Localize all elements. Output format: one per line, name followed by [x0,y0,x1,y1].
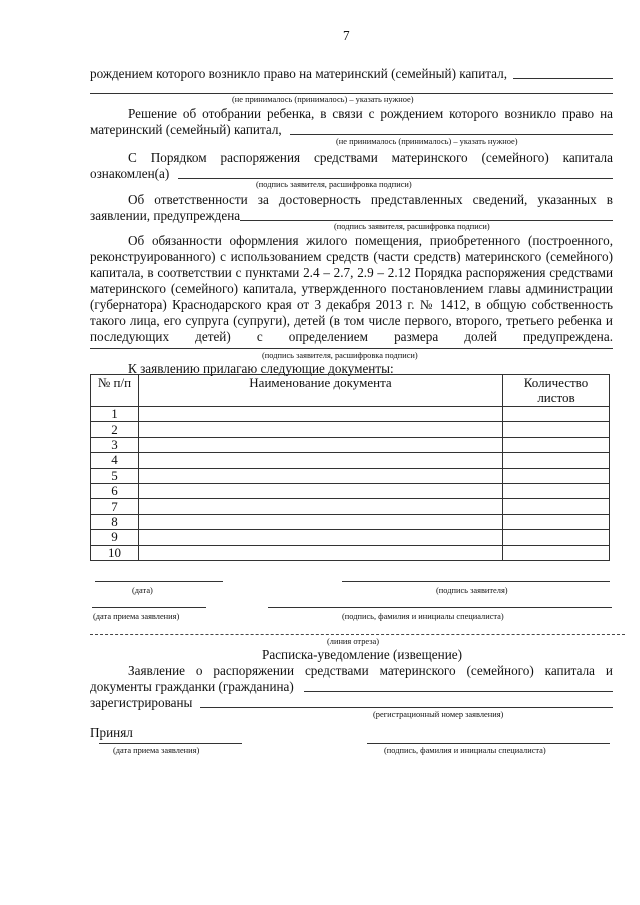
row-number: 3 [91,437,139,452]
table-row [91,530,610,545]
obligation-line-6: такого лица, его супруга (супруги), детей (в том числе первого, второго, третьего ребенка и [90,313,613,328]
table-row [91,499,610,514]
sheet-count-cell[interactable] [503,407,610,422]
sheet-count-cell[interactable] [503,530,610,545]
procedure-line-1: С Порядком распоряжения средствами материнского (семейного) капитала [128,150,613,165]
responsibility-line-1: Об ответственности за достоверность представленных сведений, указанных в [128,192,613,207]
table-row [91,407,610,422]
obligation-line-1: Об обязанности оформления жилого помещения, приобретенного (построенного, [128,233,613,248]
documents-intro: К заявлению прилагаю следующие документы: [128,361,394,376]
removal-note: (не принималось (принималось) – указать нужное) [336,137,518,146]
table-row [91,468,610,483]
obligation-note: (подпись заявителя, расшифровка подписи) [262,351,418,360]
document-name-cell[interactable] [139,545,503,560]
document-name-cell[interactable] [139,530,503,545]
specialist-signature-label: (подпись, фамилия и инициалы специалиста) [342,612,504,621]
citizen-name-line[interactable] [304,691,613,692]
obligation-line-7: последующих детей) с определением размера долей предупреждена. [90,329,613,344]
sheet-count-cell[interactable] [503,483,610,498]
obligation-line-5: (губернатора) Краснодарского края от 3 декабря 2013 г. № 1412, в общую собственность [90,297,613,312]
cut-line-label: (линия отреза) [327,637,380,646]
responsibility-note: (подпись заявителя, расшифровка подписи) [334,222,490,231]
row-number: 2 [91,422,139,437]
document-name-cell[interactable] [139,422,503,437]
capital-line-1: рождением которого возникло право на материнский (семейный) капитал, [90,66,508,81]
sheet-count-cell[interactable] [503,514,610,529]
date-label: (дата) [132,586,153,595]
receipt-line-2: документы гражданки (гражданина) [90,679,294,694]
obligation-line-4: материнского (семейного) капитала, утвержденного постановлением главы администрации [90,281,613,296]
receipt-title: Расписка-уведомление (извещение) [262,647,463,662]
specialist-signature-line[interactable] [268,607,612,608]
header-number: № п/п [91,375,139,407]
row-number: 7 [91,499,139,514]
accepted-label: Принял [90,725,133,740]
procedure-note: (подпись заявителя, расшифровка подписи) [256,180,412,189]
capital-fill-line-2[interactable] [90,93,613,94]
row-number: 9 [91,530,139,545]
removal-line-1: Решение об отобрании ребенка, в связи с рождением которого возникло право на [128,106,613,121]
date-line[interactable] [95,581,223,582]
capital-note: (не принималось (принималось) – указать нужное) [232,95,414,104]
sheet-count-cell[interactable] [503,437,610,452]
page-number: 7 [343,28,350,43]
row-number: 5 [91,468,139,483]
table-row [91,545,610,560]
receipt-accept-date-label: (дата приема заявления) [113,746,200,755]
sheet-count-cell[interactable] [503,545,610,560]
sheet-count-cell[interactable] [503,468,610,483]
table-row [91,483,610,498]
header-count: Количество листов [503,375,610,407]
removal-fill-line[interactable] [290,134,613,135]
obligation-line-3: капитала, в соответствии с пунктами 2.4 – 2.7, 2.9 – 2.12 Порядка распоряжения средствами [90,265,613,280]
row-number: 4 [91,453,139,468]
applicant-signature-label: (подпись заявителя) [436,586,508,595]
document-name-cell[interactable] [139,499,503,514]
documents-table-header [91,375,610,407]
obligation-line-2: реконструированного) с использованием средств (части средств) материнского (семейного) [90,249,613,264]
responsibility-line-2: заявлении, предупреждена [90,208,241,223]
sheet-count-cell[interactable] [503,453,610,468]
cut-line [90,634,625,635]
sheet-count-cell[interactable] [503,422,610,437]
document-name-cell[interactable] [139,483,503,498]
documents-table [90,374,610,561]
document-name-cell[interactable] [139,514,503,529]
procedure-fill-line[interactable] [178,178,613,179]
receipt-date-label: (дата приема заявления) [93,612,180,621]
responsibility-fill-line[interactable] [240,220,613,221]
table-row [91,514,610,529]
row-number: 6 [91,483,139,498]
registration-number-note: (регистрационный номер заявления) [373,710,504,719]
document-name-cell[interactable] [139,407,503,422]
table-row [91,453,610,468]
receipt-date-line[interactable] [92,607,206,608]
receipt-line-1: Заявление о распоряжении средствами материнского (семейного) капитала и [128,663,613,678]
procedure-line-2: ознакомлен(а) [90,166,170,181]
receipt-specialist-line[interactable] [367,743,610,744]
receipt-specialist-label: (подпись, фамилия и инициалы специалиста) [384,746,546,755]
header-name: Наименование документа [139,375,503,407]
document-name-cell[interactable] [139,468,503,483]
sheet-count-cell[interactable] [503,499,610,514]
row-number: 10 [91,545,139,560]
row-number: 1 [91,407,139,422]
applicant-signature-line[interactable] [342,581,610,582]
receipt-accept-date-line[interactable] [99,743,242,744]
removal-line-2: материнский (семейный) капитал, [90,122,282,137]
obligation-fill-line[interactable] [90,348,613,349]
capital-fill-line[interactable] [513,78,613,79]
table-row [91,422,610,437]
table-row [91,437,610,452]
document-name-cell[interactable] [139,453,503,468]
receipt-line-3: зарегистрированы [90,695,193,710]
row-number: 8 [91,514,139,529]
registration-number-line[interactable] [200,707,613,708]
document-name-cell[interactable] [139,437,503,452]
